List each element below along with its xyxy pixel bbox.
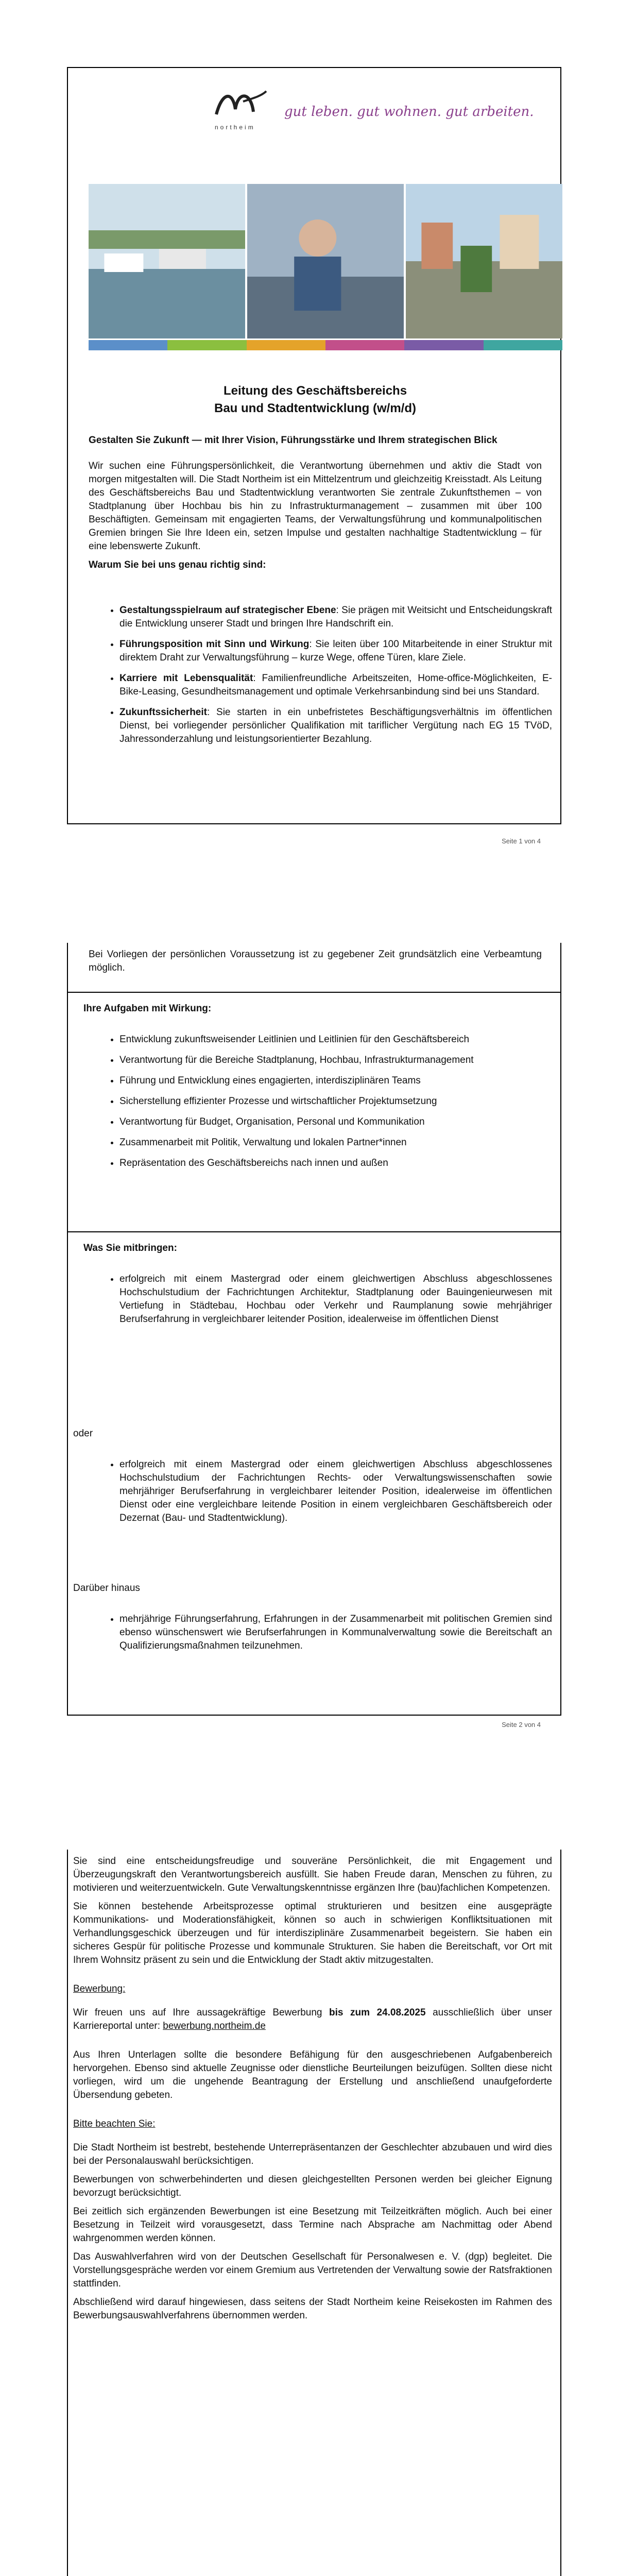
intro-text: Wir suchen eine Führungspersönlichkeit, die Verantwortung übernehmen und aktiv die Stadt von morgen mitgestalten will. Die Stadt Northeim ist ein Mittelzentrum und gleichzeitig Kreisstadt. Als Leitung des Geschäftsbereichs Bau und Stadtentwicklung verantworten Sie zentrale Zukunftsthemen – von Stadtplanung über Hochbau bis hin zu Infrastrukturmanagement – zusammen mit über 100 Beschäftigten. Gemeinsam mit engagierten Teams, der Verwaltungsführung und kommunalpolitischen Gremien bringen Sie Ihre Ideen ein, setzen Impulse und gestalten nachhaltige Stadtentwicklung – für eine lebenswerte Zukunft. xyxy=(89,461,542,552)
bring-heading: Was Sie mitbringen: xyxy=(83,1243,177,1253)
beyond-text: Darüber hinaus xyxy=(73,1583,140,1594)
task-item: • Repräsentation des Geschäftsbereichs nach innen und außen xyxy=(119,1157,552,1170)
note-text: Bei zeitlich sich ergänzenden Bewerbungen ist eine Besetzung mit Teilzeitkräften möglich. Auch bei einer Besetzung in Teilzeit wird vorausgesetzt, dass Termine nach Absprache am Nachmittag oder Abend wahrgenommen werden können. xyxy=(73,2206,552,2244)
page-footer-1: Seite 1 von 4 xyxy=(502,837,541,845)
title-line-2: Bau und Stadtentwicklung (w/m/d) xyxy=(214,401,416,415)
page-2 xyxy=(67,943,561,1716)
bring-item: • mehrjährige Führungserfahrung, Erfahrungen in der Zusammenarbeit mit politischen Gremien sind ebenso wünschenswert wie Berufserfahrungen in Kommunalverwaltung sowie die Bereitschaft an Qualifizierungsmaßnahmen teilzunehmen. xyxy=(119,1613,552,1653)
tasks-list xyxy=(99,1033,552,1177)
carryover-text: Bei Vorliegen der persönlichen Voraussetzung ist zu gegebener Zeit grundsätzlich eine Verbeamtung möglich. xyxy=(89,949,542,973)
apply-portal-link[interactable]: bewerbung.northeim.de xyxy=(163,2021,266,2031)
why-item: • Karriere mit Lebensqualität: Familienfreundliche Arbeitszeiten, Home-office-Möglichkeiten, E-Bike-Leasing, Gesundheitsmanagement und optimale Verkehrsanbindung sind bei uns Standard. xyxy=(119,672,552,699)
slogan: gut leben. gut wohnen. gut arbeiten. xyxy=(284,104,534,120)
or-text: oder xyxy=(73,1428,93,1439)
task-item: • Verantwortung für die Bereiche Stadtplanung, Hochbau, Infrastrukturmanagement xyxy=(119,1054,552,1067)
note-heading: Bitte beachten Sie: xyxy=(73,2119,156,2129)
logo-text: northeim xyxy=(215,124,255,131)
task-item: • Entwicklung zukunftsweisender Leitlinien und Leitlinien für den Geschäftsbereich xyxy=(119,1033,552,1046)
harbor-photo-image xyxy=(89,184,245,338)
documents-text: Aus Ihren Unterlagen sollte die besondere Befähigung für den ausgeschriebenen Aufgabenbereich hervorgehen. Ebenso sind aktuelle Zeugnisse oder dienstliche Beurteilungen beizufügen. Sollten diese nicht vorliegen, wird um die ungehende Beantragung der Erstellung und anschließend unaufgeforderte Übersendung gebeten. xyxy=(73,2049,552,2100)
town-photo-image xyxy=(406,184,562,338)
office-photo-image xyxy=(247,184,404,338)
tasks-heading: Ihre Aufgaben mit Wirkung: xyxy=(83,1003,212,1014)
skills-text: Sie können bestehende Arbeitsprozesse optimal strukturieren und besitzen eine ausgeprägte Kommunikations- und Moderationsfähigkeit, können so auch in schwierigen Konfliktsituationen mit Verhandlungsgeschick überzeugen und für interdisziplinäre Zusammenarbeit begeistern. Sie haben ein sicheres Gespür für politische Prozesse und kommunale Strukturen. Sie haben die Bereitschaft, vor Ort mit Ihrem Wohnsitz präsent zu sein und die Entwicklung der Stadt aktiv mitzugestalten. xyxy=(73,1901,552,1965)
task-item: • Führung und Entwicklung eines engagierten, interdisziplinären Teams xyxy=(119,1074,552,1088)
page-1 xyxy=(67,67,561,824)
page-3 xyxy=(67,1850,561,2576)
header xyxy=(68,68,562,150)
color-stripe xyxy=(89,340,562,350)
bring-list-1 xyxy=(99,1273,552,1333)
why-item: • Gestaltungsspielraum auf strategischer Ebene: Sie prägen mit Weitsicht und Entscheidungskraft die Entwicklung unserer Stadt und bringen Ihre Handschrift ein. xyxy=(119,604,552,631)
apply-text: Wir freuen uns auf Ihre aussagekräftige Bewerbung bis zum 24.08.2025 ausschließlich über unser Karriereportal unter: bewerbung.northeim.de xyxy=(73,2007,552,2031)
why-heading: Warum Sie bei uns genau richtig sind: xyxy=(89,560,266,570)
lead-text: Gestalten Sie Zukunft — mit Ihrer Vision, Führungsstärke und Ihrem strategischen Blick xyxy=(89,435,497,446)
bring-list-3 xyxy=(99,1613,552,1660)
personality-text: Sie sind eine entscheidungsfreudige und souveräne Persönlichkeit, die mit Engagement und Überzeugungskraft den Verantwortungsbereich ausfüllt. Sie haben Freude daran, Menschen zu führen, zu motivieren und weiterzuentwickeln. Gute Verwaltungskenntnisse ergänzen Ihre (bau)fachlichen Kompetenzen. xyxy=(73,1856,552,1893)
apply-deadline: bis zum 24.08.2025 xyxy=(329,2007,426,2018)
note-text: Das Auswahlverfahren wird von der Deutschen Gesellschaft für Personalwesen e. V. (dgp) begleitet. Die Vorstellungsgespräche werden vor einem Gremium aus Vertretenden der Verwaltung sowie der Ratsfraktionen stattfinden. xyxy=(73,2251,552,2289)
why-item: • Führungsposition mit Sinn und Wirkung: Sie leiten über 100 Mitarbeitende in einer Struktur mit direktem Draht zur Verwaltungsführung – kurze Wege, offene Türen, klare Ziele. xyxy=(119,638,552,665)
note-text: Abschließend wird darauf hingewiesen, dass seitens der Stadt Northeim keine Reisekosten im Rahmen des Bewerbungsauswahlverfahrens übernommen werden. xyxy=(73,2297,552,2321)
page-title xyxy=(89,382,542,417)
bring-list-2 xyxy=(99,1458,552,1532)
note-text: Bewerbungen von schwerbehinderten und diesen gleichgestellten Personen werden bei gleicher Eignung bevorzugt berücksichtigt. xyxy=(73,2174,552,2198)
task-item: • Verantwortung für Budget, Organisation, Personal und Kommunikation xyxy=(119,1115,552,1129)
apply-heading: Bewerbung: xyxy=(73,1984,126,1994)
bring-item: • erfolgreich mit einem Mastergrad oder einem gleichwertigen Abschluss abgeschlossenes Hochschulstudium der Fachrichtungen Architektur, Stadtplanung oder Bauingenieurwesen mit Vertiefung in Städtebau, Hochbau oder Verkehr und Raumplanung sowie mehrjähriger Berufserfahrung in vergleichbarer leitender Position, idealerweise im öffentlichen Dienst xyxy=(119,1273,552,1326)
bring-item: • erfolgreich mit einem Mastergrad oder einem gleichwertigen Abschluss abgeschlossenes Hochschulstudium der Fachrichtungen Rechts- oder Verwaltungswissenschaften sowie mehrjähriger Berufserfahrung in vergleichbarer leitender Position, idealerweise im öffentlichen Dienst oder eine vergleichbare leitende Position in einem vergleichbaren Geschäftsbereich oder Dezernat (Bau- und Stadtentwicklung). xyxy=(119,1458,552,1525)
task-item: • Sicherstellung effizienter Prozesse und wirtschaftlicher Projektumsetzung xyxy=(119,1095,552,1108)
title-line-1: Leitung des Geschäftsbereichs xyxy=(223,384,407,398)
task-item: • Zusammenarbeit mit Politik, Verwaltung und lokalen Partner*innen xyxy=(119,1136,552,1149)
page-footer-2: Seite 2 von 4 xyxy=(502,1721,541,1728)
why-item: • Zukunftssicherheit: Sie starten in ein unbefristetes Beschäftigungsverhältnis im öffentlichen Dienst, bei vorliegender persönlicher Qualifikation mit tariflicher Vergütung nach EG 15 TVöD, Jahressonderzahlung und leistungsorientierter Bezahlung. xyxy=(119,706,552,746)
note-text: Die Stadt Northeim ist bestrebt, bestehende Unterrepräsentanzen der Geschlechter abzubauen und wird dies bei der Personalauswahl berücksichtigen. xyxy=(73,2142,552,2166)
why-list xyxy=(99,604,552,753)
header-photos xyxy=(89,184,562,338)
northeim-logo-icon xyxy=(212,86,269,122)
